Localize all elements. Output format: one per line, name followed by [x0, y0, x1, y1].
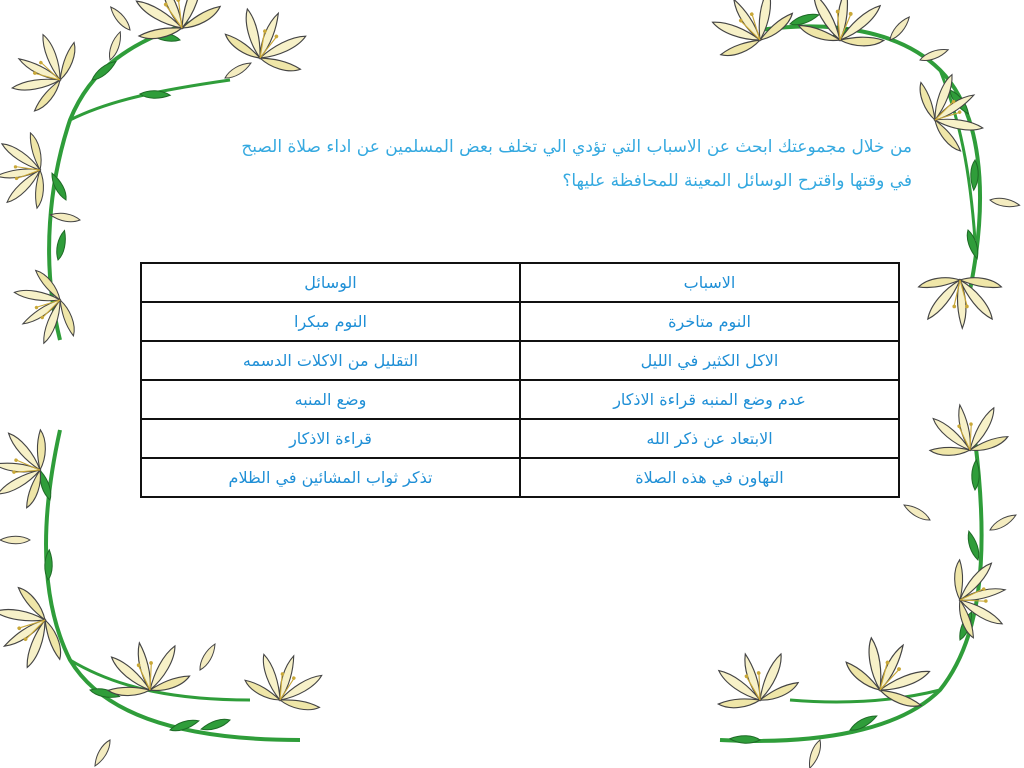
- header-causes: الاسباب: [520, 263, 899, 302]
- cause-cell: عدم وضع المنبه قراءة الاذكار: [520, 380, 899, 419]
- table-header-row: [141, 263, 899, 302]
- question-prompt: [100, 130, 912, 198]
- prompt-line-1: من خلال مجموعتك ابحث عن الاسباب التي تؤدي الي تخلف بعض المسلمين عن اداء صلاة الصبح: [241, 137, 912, 157]
- means-cell: تذكر ثواب المشائين في الظلام: [141, 458, 520, 497]
- prompt-line-2: في وقتها واقترح الوسائل المعينة للمحافظة عليها؟: [562, 171, 912, 191]
- means-cell: قراءة الاذكار: [141, 419, 520, 458]
- means-cell: وضع المنبه: [141, 380, 520, 419]
- means-cell: النوم مبكرا: [141, 302, 520, 341]
- header-means: الوسائل: [141, 263, 520, 302]
- means-cell: التقليل من الاكلات الدسمه: [141, 341, 520, 380]
- cause-cell: النوم متاخرة: [520, 302, 899, 341]
- table-row: [141, 419, 899, 458]
- cause-cell: الاكل الكثير في الليل: [520, 341, 899, 380]
- cause-cell: الابتعاد عن ذكر الله: [520, 419, 899, 458]
- table-row: [141, 341, 899, 380]
- causes-means-table: [140, 262, 900, 498]
- table-row: [141, 302, 899, 341]
- table-row: [141, 458, 899, 497]
- table-row: [141, 380, 899, 419]
- cause-cell: التهاون في هذه الصلاة: [520, 458, 899, 497]
